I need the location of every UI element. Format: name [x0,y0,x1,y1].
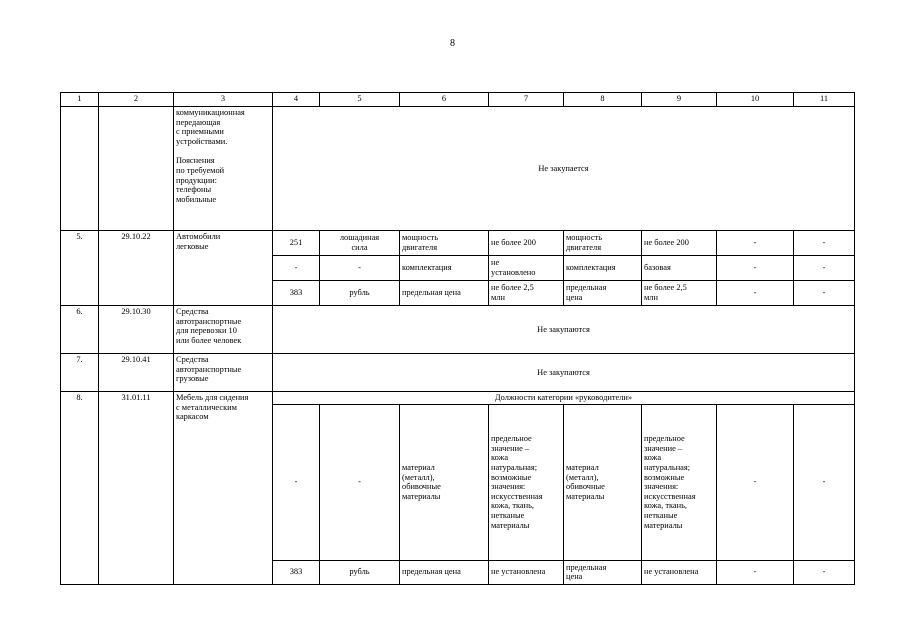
column-number-row [61,93,855,107]
characteristic-value: не установлена [489,560,564,584]
cell-dash: - [717,231,794,256]
unit-name: лошадиная сила [320,231,400,256]
cell-dash: - [717,560,794,584]
unit-code: 251 [273,231,320,256]
page-number: 8 [450,38,455,49]
table-row [61,231,855,256]
characteristic: предельная цена [564,281,642,306]
column-number: 2 [99,93,174,107]
table-row [61,392,855,405]
unit-code: 383 [273,560,320,584]
column-number: 11 [794,93,855,107]
cell-dash: - [794,231,855,256]
unit-name: - [320,256,400,281]
table-row [61,306,855,354]
not-purchased-note: Не закупается [273,107,855,231]
okpd-code: 31.01.11 [99,392,174,585]
characteristic: предельная цена [400,560,489,584]
not-purchased-note: Не закупаются [273,306,855,354]
characteristic: предельная цена [400,281,489,306]
column-number: 3 [174,93,273,107]
column-number: 10 [717,93,794,107]
characteristic: комплектация [400,256,489,281]
item-name-cell: коммуникационная передающая с приемными устройствами. Пояснения по требуемой продукции: телефоны мобильные [174,107,273,231]
characteristic: материал (металл), обивочные материалы [564,404,642,560]
okpd-code: 29.10.22 [99,231,174,306]
characteristic: комплектация [564,256,642,281]
requirements-table [60,92,855,585]
characteristic-value: предельное значение – кожа натуральная; возможные значения: искусственная кожа, ткань, нетканые материалы [489,404,564,560]
item-name: Мебель для сидения с металлическим каркасом [174,392,273,585]
cell-dash: - [794,404,855,560]
unit-name: рубль [320,281,400,306]
characteristic-value: не установлена [642,560,717,584]
column-number: 7 [489,93,564,107]
item-number-cell [61,107,99,231]
item-name: Средства автотранспортные для перевозки 10 или более человек [174,306,273,354]
characteristic-value: не установлено [489,256,564,281]
cell-dash: - [717,404,794,560]
column-number: 5 [320,93,400,107]
column-number: 4 [273,93,320,107]
column-number: 1 [61,93,99,107]
position-category: Должности категории «руководители» [273,392,855,405]
characteristic-value: базовая [642,256,717,281]
not-purchased-note: Не закупаются [273,354,855,392]
table-row [61,354,855,392]
unit-name: - [320,404,400,560]
cell-dash: - [717,281,794,306]
cell-dash: - [794,560,855,584]
column-number: 6 [400,93,489,107]
unit-code: - [273,256,320,281]
item-number: 6. [61,306,99,354]
okpd-code: 29.10.30 [99,306,174,354]
cell-dash: - [794,281,855,306]
characteristic: мощность двигателя [400,231,489,256]
unit-code: - [273,404,320,560]
cell-dash: - [794,256,855,281]
item-number: 8. [61,392,99,585]
characteristic-value: предельное значение – кожа натуральная; возможные значения: искусственная кожа, ткань, нетканые материалы [642,404,717,560]
column-number: 9 [642,93,717,107]
column-number: 8 [564,93,642,107]
table-row [61,107,855,231]
cell-dash: - [717,256,794,281]
item-code-cell [99,107,174,231]
unit-name: рубль [320,560,400,584]
characteristic: предельная цена [564,560,642,584]
characteristic-value: не более 200 [489,231,564,256]
item-name: Средства автотранспортные грузовые [174,354,273,392]
item-name: Автомобили легковые [174,231,273,306]
unit-code: 383 [273,281,320,306]
characteristic-value: не более 200 [642,231,717,256]
characteristic-value: не более 2,5 млн [489,281,564,306]
characteristic-value: не более 2,5 млн [642,281,717,306]
item-number: 5. [61,231,99,306]
characteristic: мощность двигателя [564,231,642,256]
item-number: 7. [61,354,99,392]
okpd-code: 29.10.41 [99,354,174,392]
characteristic: материал (металл), обивочные материалы [400,404,489,560]
